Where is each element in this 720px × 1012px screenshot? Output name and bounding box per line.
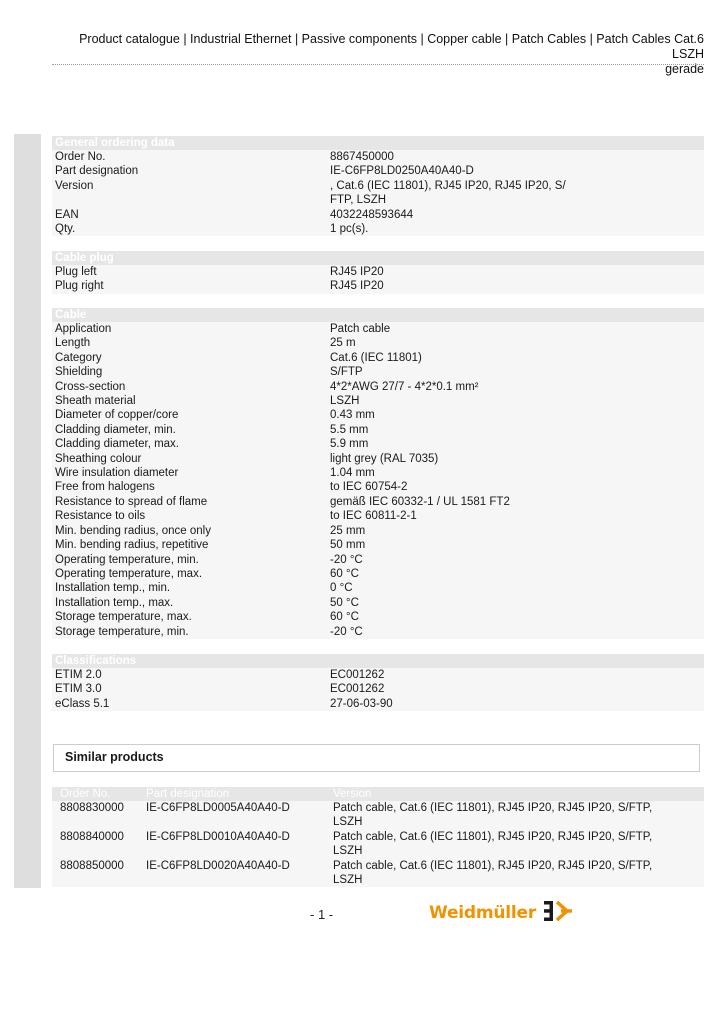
breadcrumb-text: Product catalogue | Industrial Ethernet | Passive components | Copper cable | Patch Cables | Patch Cables Cat.6 LSZH: [79, 32, 704, 61]
weidmueller-mark-icon: [544, 900, 572, 927]
column-header-part-designation: Part designation: [146, 788, 230, 800]
spec-row: [52, 265, 704, 279]
spec-label: Min. bending radius, once only: [55, 524, 211, 537]
spec-label: Plug left: [55, 266, 97, 278]
spec-label: Storage temperature, min.: [55, 625, 189, 638]
spec-label: EAN: [55, 208, 79, 221]
spec-value: 5.5 mm: [330, 423, 369, 436]
spec-value: 25 m: [330, 337, 356, 350]
spec-row: [52, 208, 704, 222]
spec-value: EC001262: [330, 669, 385, 681]
spec-value: Cat.6 (IEC 11801): [330, 351, 422, 364]
spec-value: gemäß IEC 60332-1 / UL 1581 FT2: [330, 495, 510, 508]
spec-value: RJ45 IP20: [330, 280, 384, 293]
spec-row: [52, 437, 704, 451]
spec-row: [52, 380, 704, 394]
section-general-ordering-data: [52, 136, 704, 236]
similar-products-header: [53, 744, 700, 772]
spec-label: Cross-section: [55, 380, 126, 393]
spec-label: Order No.: [55, 151, 106, 163]
spec-row: [52, 553, 704, 567]
spec-value: 5.9 mm: [330, 438, 369, 451]
spec-row: [52, 668, 704, 682]
spec-row: [52, 222, 704, 236]
spec-row: [52, 509, 704, 523]
spec-row: [52, 365, 704, 379]
spec-value: , Cat.6 (IEC 11801), RJ45 IP20, RJ45 IP20, S/ FTP, LSZH: [330, 179, 566, 207]
spec-value: 0.43 mm: [330, 409, 375, 422]
spec-value: -20 °C: [330, 625, 363, 638]
spec-label: Category: [55, 351, 102, 364]
spec-row: [52, 524, 704, 538]
brand-name: Weidmüller: [429, 903, 537, 923]
spec-label: eClass 5.1: [55, 697, 110, 710]
spec-label: Operating temperature, min.: [55, 553, 199, 566]
spec-value: IE-C6FP8LD0250A40A40-D: [330, 165, 474, 178]
section-title: General ordering data: [52, 136, 704, 150]
spec-value: 60 °C: [330, 567, 359, 580]
table-row: [52, 859, 704, 888]
spec-value: to IEC 60754-2: [330, 481, 408, 494]
spec-label: Length: [55, 337, 91, 350]
table-row: [52, 801, 704, 830]
spec-label: Installation temp., max.: [55, 596, 174, 609]
part-designation-cell: IE-C6FP8LD0020A40A40-D: [146, 859, 290, 872]
plug-rows: [52, 265, 704, 294]
spec-label: Operating temperature, max.: [55, 567, 203, 580]
spec-value: 50 °C: [330, 596, 359, 609]
spec-label: Version: [55, 179, 94, 192]
spec-row: [52, 581, 704, 595]
section-title: Classifications: [52, 654, 704, 668]
spec-row: [52, 179, 704, 208]
spec-row: [52, 279, 704, 293]
spec-value: light grey (RAL 7035): [330, 452, 439, 465]
similar-products-table: [52, 787, 704, 887]
spec-label: Free from halogens: [55, 481, 155, 494]
spec-row: [52, 682, 704, 696]
section-cable: [52, 308, 704, 639]
spec-row: [52, 610, 704, 624]
spec-row: [52, 697, 704, 711]
spec-row: [52, 495, 704, 509]
spec-value: to IEC 60811-2-1: [330, 510, 417, 523]
section-title: Cable plug: [52, 251, 704, 265]
table-header: [52, 787, 704, 801]
spec-label: Cladding diameter, max.: [55, 438, 180, 451]
header-divider: [52, 64, 704, 65]
section-cable-plug: [52, 251, 704, 294]
spec-value: LSZH: [330, 395, 360, 408]
spec-label: Sheathing colour: [55, 452, 142, 465]
spec-value: RJ45 IP20: [330, 266, 384, 278]
spec-label: Shielding: [55, 366, 103, 379]
spec-label: Qty.: [55, 223, 76, 236]
spec-row: [52, 480, 704, 494]
general-rows: [52, 150, 704, 236]
spec-value: Patch cable: [330, 323, 391, 335]
spec-value: -20 °C: [330, 553, 363, 566]
spec-row: [52, 351, 704, 365]
spec-row: [52, 322, 704, 336]
spec-label: Plug right: [55, 280, 104, 293]
spec-row: [52, 538, 704, 552]
order-no-cell: 8808840000: [60, 830, 124, 843]
spec-value: 4*2*AWG 27/7 - 4*2*0.1 mm²: [330, 380, 479, 393]
spec-label: Wire insulation diameter: [55, 467, 179, 480]
spec-label: Sheath material: [55, 395, 136, 408]
similar-products-title: Similar products: [65, 750, 164, 764]
left-sidebar-bar: [14, 134, 41, 888]
classification-rows: [52, 668, 704, 711]
spec-row: [52, 452, 704, 466]
table-row: [52, 830, 704, 859]
part-designation-cell: IE-C6FP8LD0010A40A40-D: [146, 830, 290, 843]
page-number: - 1 -: [310, 907, 334, 922]
spec-row: [52, 150, 704, 164]
spec-row: [52, 408, 704, 422]
weidmueller-logo: [429, 898, 572, 928]
spec-row: [52, 596, 704, 610]
spec-row: [52, 466, 704, 480]
spec-label: Part designation: [55, 165, 139, 178]
spec-label: ETIM 3.0: [55, 683, 102, 696]
version-cell: Patch cable, Cat.6 (IEC 11801), RJ45 IP20, RJ45 IP20, S/FTP, LSZH: [333, 830, 653, 858]
spec-label: ETIM 2.0: [55, 669, 102, 681]
spec-row: [52, 567, 704, 581]
spec-label: Resistance to spread of flame: [55, 495, 208, 508]
section-title: Cable: [52, 308, 704, 322]
spec-label: Min. bending radius, repetitive: [55, 539, 209, 552]
spec-value: S/FTP: [330, 366, 363, 379]
section-classifications: [52, 654, 704, 711]
spec-value: 1 pc(s).: [330, 223, 369, 236]
spec-row: [52, 625, 704, 639]
version-cell: Patch cable, Cat.6 (IEC 11801), RJ45 IP20, RJ45 IP20, S/FTP, LSZH: [333, 859, 653, 887]
order-no-cell: 8808850000: [60, 859, 124, 872]
spec-value: 25 mm: [330, 524, 366, 537]
spec-label: Cladding diameter, min.: [55, 423, 176, 436]
spec-label: Diameter of copper/core: [55, 409, 179, 422]
spec-value: 50 mm: [330, 539, 366, 552]
version-cell: Patch cable, Cat.6 (IEC 11801), RJ45 IP20, RJ45 IP20, S/FTP, LSZH: [333, 802, 653, 829]
spec-value: 8867450000: [330, 151, 394, 163]
spec-value: 0 °C: [330, 582, 353, 595]
breadcrumb: [60, 32, 704, 77]
spec-value: 27-06-03-90: [330, 697, 393, 710]
column-header-version: Version: [333, 788, 372, 800]
spec-label: Installation temp., min.: [55, 582, 171, 595]
order-no-cell: 8808830000: [60, 802, 124, 814]
spec-label: Application: [55, 323, 112, 335]
spec-value: 4032248593644: [330, 208, 414, 221]
cable-rows: [52, 322, 704, 639]
spec-row: [52, 336, 704, 350]
spec-row: [52, 394, 704, 408]
breadcrumb-continuation: gerade: [665, 62, 704, 76]
spec-label: Storage temperature, max.: [55, 611, 192, 624]
spec-value: 60 °C: [330, 611, 359, 624]
spec-value: 1.04 mm: [330, 467, 375, 480]
spec-row: [52, 423, 704, 437]
spec-value: EC001262: [330, 683, 385, 696]
column-header-order-no: Order No.: [60, 788, 111, 800]
spec-label: Resistance to oils: [55, 510, 146, 523]
part-designation-cell: IE-C6FP8LD0005A40A40-D: [146, 802, 290, 814]
spec-row: [52, 164, 704, 178]
